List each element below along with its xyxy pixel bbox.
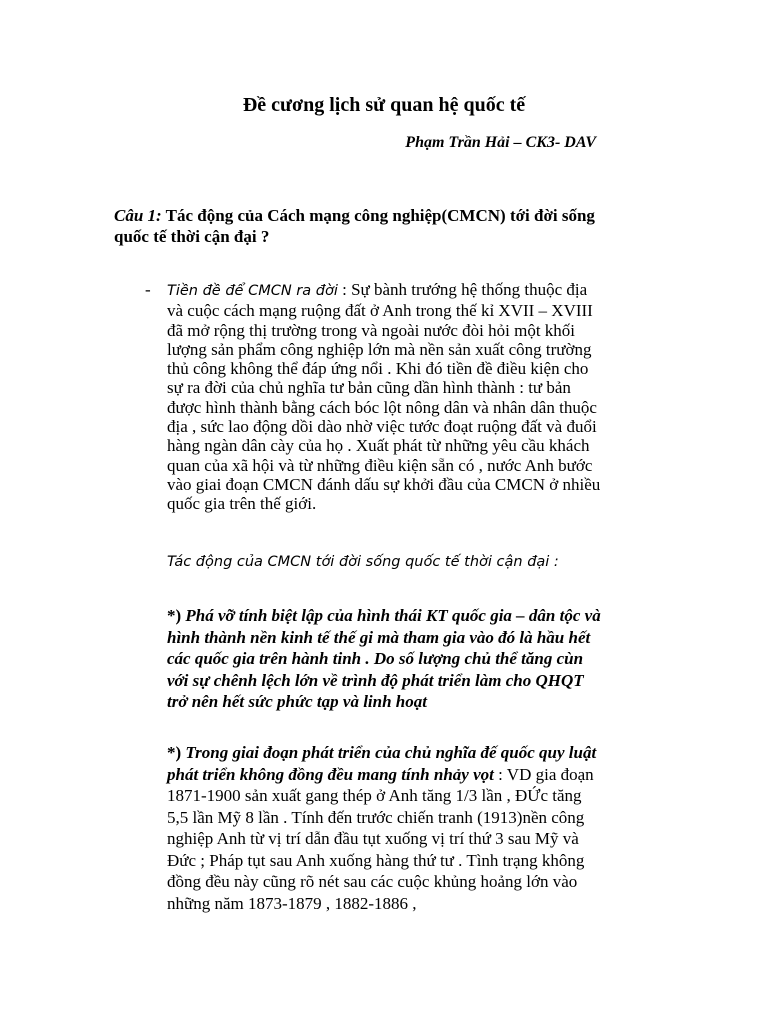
premise-body: : Sự bành trướng hệ thống thuộc địa và cuộc cách mạng ruộng đất ở Anh trong thế kỉ XVII – XVIII đã mở rộng thị trường trong và ngoài nước đòi hỏi một khối lượng sản phẩm công nghiệp lớn mà nền sản xuất công trường thủ công không thể đáp ứng nổi . Khi đó tiền đề điều kiện cho sự ra đời của chủ nghĩa tư bản cũng dần hình thành : tư bản được hình thành bằng cách bóc lột nông dân và nhân dân thuộc địa , sức lao động dồi dào nhờ việc tước đoạt ruộng đất và đuổi hàng ngàn dân cày của họ . Xuất phát từ những yêu cầu khách quan của xã hội và từ những điều kiện sẵn có , nước Anh bước vào giai đoạn CMCN đánh dấu sự khởi đầu của CMCN ở nhiều quốc gia trên thế giới. [167, 280, 601, 514]
point-2-emphasis: Trong giai đoạn phát triển của chủ nghĩa đế quốc quy luật phát triển không đồng đều mang tính nhảy vọt [167, 743, 597, 784]
point-2-marker: *) [167, 743, 186, 762]
premise-paragraph [167, 280, 607, 514]
impact-point-1 [167, 605, 607, 713]
impact-point-2 [167, 742, 607, 914]
premise-heading: Tiền đề để CMCN ra đời [167, 283, 338, 299]
point-1-text: Phá vỡ tính biệt lập của hình thái KT quốc gia – dân tộc và hình thành nền kinh tế thế gi mà tham gia vào đó là hầu hết các quốc gia trên hành tinh . Do số lượng chủ thể tăng cùn với sự chênh lệch lớn về trình độ phát triển làm cho QHQT trở nên hết sức phức tạp và linh hoạt [167, 606, 601, 711]
question-number: Câu 1: [114, 206, 162, 225]
point-1-marker: *) [167, 606, 186, 625]
question-heading [114, 205, 614, 247]
document-title: Đề cương lịch sử quan hệ quốc tế [242, 94, 526, 116]
question-text: Tác động của Cách mạng công nghiệp(CMCN) tới đời sống quốc tế thời cận đại ? [114, 206, 595, 246]
bullet-dash: - [145, 280, 151, 299]
impact-heading: Tác động của CMCN tới đời sống quốc tế thời cận đại : [167, 554, 559, 570]
point-2-body: : VD gia đoạn 1871-1900 sản xuất gang thép ở Anh tăng 1/3 lần , ĐỨc tăng 5,5 lần Mỹ 8 lần . Tính đến trước chiến tranh (1913)nền công nghiệp Anh từ vị trí dẫn đầu tụt xuống vị trí thứ 3 sau Mỹ và Đức ; Pháp tụt sau Anh xuống hàng thứ tư . Tình trạng không đồng đều này cũng rõ nét sau các cuộc khủng hoảng lớn vào những năm 1873-1879 , 1882-1886 , [167, 764, 594, 913]
document-author: Phạm Trần Hải – CK3- DAV [405, 134, 596, 151]
